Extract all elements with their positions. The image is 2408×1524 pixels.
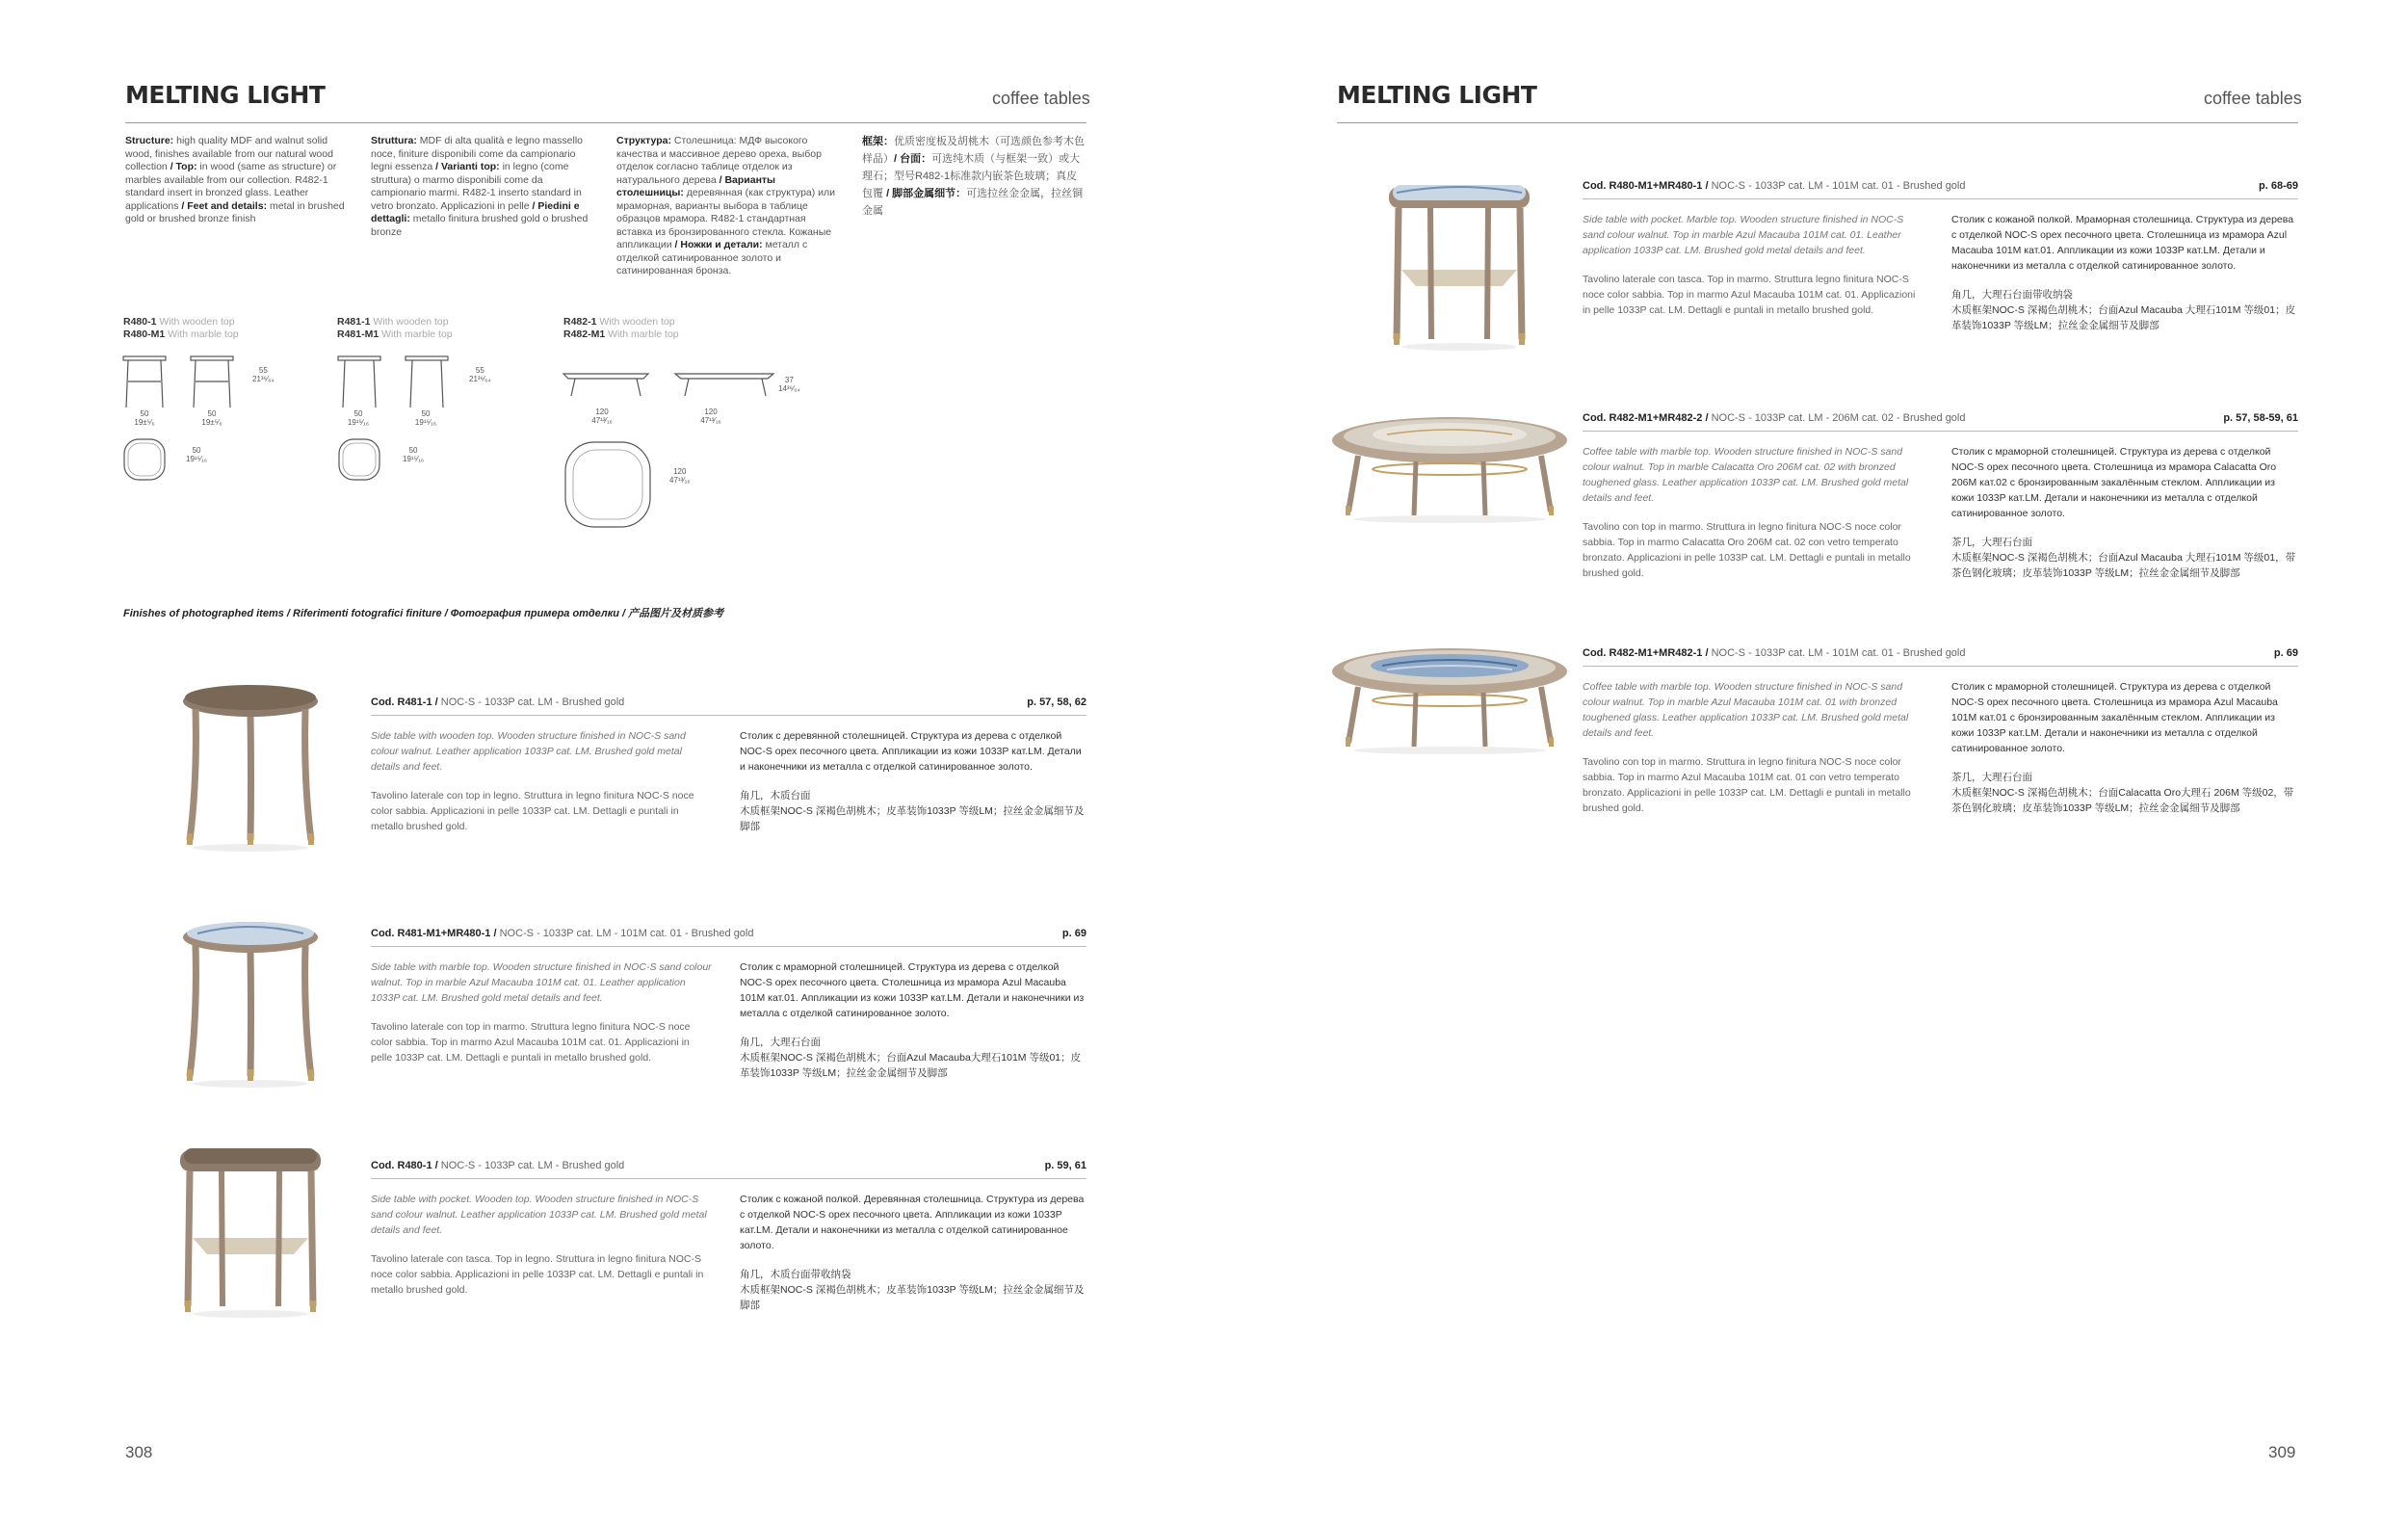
left-header-rule <box>125 122 1086 123</box>
model-label-r481: R481-1 With wooden top R481-M1 With marble top <box>337 316 453 340</box>
r481-width-dim-2: 50 19¹⁵⁄₁₆ <box>414 409 437 427</box>
right-page-category: coffee tables <box>2204 89 2302 108</box>
product-code-r480-m1: Cod. R480-M1+MR480-1 / NOC-S - 1033P cat. LM - 101M cat. 01 - Brushed gold <box>1583 180 1966 192</box>
intro-russian: Структура: Столешница: МДФ высокого качества и массивное дерево ореха, выбор отделок согласно таблице отделок из натурального дерева / Варианты столешницы: деревянная (как структура) или мраморная, варианты выбора в таблице образцов мрамора. R482-1 стандартная вставка из бронзированного стекла. Кожаные аппликации / Ножки и детали: металл с отделкой сатинированное золото и сатинированная бронза. <box>616 135 836 276</box>
product-desc-en-it: Side table with marble top. Wooden structure finished in NOC-S sand colour walnut. Top in marble Azul Macauba 101M cat. 01. Leather application 1033P cat. LM. Brushed gold metal details and feet. Tavolino laterale con top in marmo. Struttura legno finitura NOC-S noce color sabbia. Top in marmo Azul Macauba 101M cat. 01. Applicazioni in pelle 1033P cat. LM. Dettagli e puntali in metallo brushed gold. <box>371 961 712 1064</box>
r482-width-dim-1: 120 47¹³⁄₁₆ <box>591 407 613 425</box>
product-pages-r481-m1: p. 69 <box>1061 928 1086 939</box>
product-code-r482-m1-mr482-2: Cod. R482-M1+MR482-2 / NOC-S - 1033P cat. LM - 206M cat. 02 - Brushed gold <box>1583 412 1966 424</box>
r482-elevation-drawing <box>562 371 783 400</box>
right-header-rule <box>1337 122 2298 123</box>
product-rule <box>1583 431 2298 432</box>
r480-plan-drawing <box>120 435 169 484</box>
product-desc-ru-zh: Столик с мраморной столешницей. Структура из дерева с отделкой NOC-S орех песочного цвета. Столешница из мрамора Calacatta Oro 206M кат.02 с бронзированным закалённым стеклом. Аппликации из кожи 1033P кат.LM. Детали и наконечники из металла с отделкой сатинированное золото. 茶几，大理石台面 木质框架NOC-S 深褐色胡桃木；台面Azul Macauba 大理石101M 等级01，带茶色钢化玻璃；皮革装饰1033P 等级LM；拉丝金金属细节及脚部 <box>1951 446 2296 579</box>
product-rule <box>371 946 1086 947</box>
product-code-r480-1: Cod. R480-1 / NOC-S - 1033P cat. LM - Brushed gold <box>371 1160 625 1171</box>
product-desc-ru-zh: Столик с мраморной столешницей. Структура из дерева с отделкой NOC-S орех песочного цвета. Столешница из мрамора Azul Macauba 101M кат.01. Аппликации из кожи 1033P кат.LM. Детали и наконечники из металла с отделкой сатинированное золото. 角几，大理石台面 木质框架NOC-S 深褐色胡桃木；台面Azul Macauba大理石101M 等级01；皮革装饰1033P 等级LM；拉丝金金属细节及脚部 <box>740 961 1085 1079</box>
r481-elevation-drawing <box>335 355 480 412</box>
product-desc-ru-zh: Столик с деревянной столешницей. Структура из дерева с отделкой NOC-S орех песочного цвета. Аппликации из кожи 1033P кат.LM. Детали и наконечники из металла с отделкой сатинированное золото. 角几，木质台面 木质框架NOC-S 深褐色胡桃木；皮革装饰1033P 等级LM；拉丝金金属细节及脚部 <box>740 730 1085 832</box>
product-pages-r482-m1-mr482-1: p. 69 <box>2273 647 2298 659</box>
product-code-r481-1: Cod. R481-1 / NOC-S - 1033P cat. LM - Brushed gold <box>371 696 625 708</box>
r480-width-dim-1: 50 19±⁵⁄₆ <box>134 409 155 427</box>
r480-depth-dim: 50 19¹⁵⁄₁₆ <box>186 446 208 463</box>
r481-depth-dim: 50 19¹⁵⁄₁₆ <box>403 446 425 463</box>
product-pages-r480-1: p. 59, 61 <box>1044 1160 1086 1171</box>
product-photo-r482-m1-mr482-2 <box>1329 409 1570 525</box>
intro-italian: Struttura: MDF di alta qualità e legno massello noce, finiture disponibili come da campionario legni essenza / Varianti top: in legno (come struttura) o marmo disponibili come da campionario marmi. R482-1 inserto standard in vetro bronzato. Applicazioni in pelle / Piedini e dettagli: metallo finitura brushed gold o brushed bronze <box>371 135 589 238</box>
product-photo-r480-m1 <box>1377 173 1541 352</box>
right-page-number: 309 <box>2268 1443 2296 1461</box>
left-page-title: MELTING LIGHT <box>125 81 326 109</box>
product-desc-en-it: Side table with wooden top. Wooden structure finished in NOC-S sand colour walnut. Leather application 1033P cat. LM. Brushed gold metal details and feet. Tavolino laterale con top in legno. Struttura in legno finitura NOC-S noce color sabbia. Applicazioni in pelle 1033P cat. LM. Dettagli e puntali in metallo brushed gold. <box>371 730 694 832</box>
product-photo-r482-m1-mr482-1 <box>1329 641 1570 756</box>
product-photo-r480-1 <box>169 1137 332 1320</box>
r482-height-dim: 37 14³⁶⁄₆₄ <box>778 376 800 393</box>
product-rule <box>1583 666 2298 667</box>
r481-plan-drawing <box>335 435 383 484</box>
left-page-category: coffee tables <box>992 89 1090 108</box>
product-pages-r480-m1: p. 68-69 <box>2259 180 2298 192</box>
product-code-r482-m1-mr482-1: Cod. R482-M1+MR482-1 / NOC-S - 1033P cat. LM - 101M cat. 01 - Brushed gold <box>1583 647 1966 659</box>
product-desc-ru-zh: Столик с кожаной полкой. Деревянная столешница. Структура из дерева с отделкой NOC-S орех песочного цвета. Аппликации из кожи 1033P кат.LM. Детали и наконечники из металла с отделкой сатинированное золото. 角几，木质台面带收纳袋 木质框架NOC-S 深褐色胡桃木；皮革装饰1033P 等级LM；拉丝金金属细节及脚部 <box>740 1194 1085 1311</box>
right-page-title: MELTING LIGHT <box>1337 81 1537 109</box>
finishes-heading: Finishes of photographed items / Riferimenti fotografici finiture / Фотография примера отделки / 产品图片及材质参考 <box>123 608 724 619</box>
product-rule <box>371 715 1086 716</box>
product-code-r481-m1: Cod. R481-M1+MR480-1 / NOC-S - 1033P cat. LM - 101M cat. 01 - Brushed gold <box>371 928 754 939</box>
intro-chinese: 框架：优质密度板及胡桃木（可选颜色参考木色样品）/ 台面：可选纯木质（与框架一致）或大理石；型号R482-1标准款内嵌茶色玻璃；真皮包覆 / 脚部金属细节：可选拉丝金金属，拉丝铜金属 <box>862 136 1085 217</box>
product-desc-en-it: Coffee table with marble top. Wooden structure finished in NOC-S sand colour walnut. Top in marble Calacatta Oro 206M cat. 02 with bronzed toughened glass. Leather application 1033P cat. LM. Brushed gold metal details and feet. Tavolino con top in marmo. Struttura in legno finitura NOC-S noce color sabbia. Top in marmo Calacatta Oro 206M cat. 02 con vetro temperato bronzato. Applicazioni in pelle 1033P cat. LM. Dettagli e puntali in metallo brushed gold. <box>1583 446 1911 579</box>
r481-height-dim: 55 21³⁶⁄₆₄ <box>469 366 491 383</box>
product-photo-r481-m1 <box>169 910 332 1089</box>
product-pages-r481-1: p. 57, 58, 62 <box>1027 696 1086 708</box>
product-desc-ru-zh: Столик с мраморной столешницей. Структура из дерева с отделкой NOC-S орех песочного цвета. Столешница из мрамора Azul Macauba 101M кат.01 с бронзированным закалённым стеклом. Аппликации из кожи 1033P кат.LM. Детали и наконечники из металла с отделкой сатинированное золото. 茶几，大理石台面 木质框架NOC-S 深褐色胡桃木；台面Calacatta Oro大理石 206M 等级02，带茶色钢化玻璃；皮革装饰1033P 等级LM；拉丝金金属细节及脚部 <box>1951 681 2294 814</box>
r480-width-dim-2: 50 19±⁵⁄₆ <box>201 409 222 427</box>
product-photo-r481-1 <box>169 674 332 853</box>
r482-plan-drawing <box>562 438 654 531</box>
product-desc-en-it: Coffee table with marble top. Wooden structure finished in NOC-S sand colour walnut. Top in marble Azul Macauba 101M cat. 01 with bronzed toughened glass. Leather application 1033P cat. LM. Brushed gold metal details and feet. Tavolino con top in marmo. Struttura in legno finitura NOC-S noce color sabbia. Top in marmo Azul Macauba 101M cat. 01 con vetro temperato bronzato. Applicazioni in pelle 1033P cat. LM. Dettagli e puntali in metallo brushed gold. <box>1583 681 1911 814</box>
model-label-r482: R482-1 With wooden top R482-M1 With marble top <box>563 316 679 340</box>
product-rule <box>1583 198 2298 199</box>
left-page-number: 308 <box>125 1443 153 1461</box>
product-pages-r482-m1-mr482-2: p. 57, 58-59, 61 <box>2223 412 2298 424</box>
product-desc-ru-zh: Столик с кожаной полкой. Мраморная столешница. Структура из дерева с отделкой NOC-S орех песочного цвета. Столешница из мрамора Azul Macauba 101M кат.01. Аппликации из кожи 1033P кат.LM. Детали и наконечники из металла с отделкой сатинированное золото. 角几，大理石台面带收纳袋 木质框架NOC-S 深褐色胡桃木；台面Azul Macauba 大理石101M 等级01；皮革装饰1033P 等级LM；拉丝金金属细节及脚部 <box>1951 214 2296 331</box>
r480-elevation-drawing <box>120 355 265 412</box>
model-label-r480: R480-1 With wooden top R480-M1 With marble top <box>123 316 239 340</box>
r482-depth-dim: 120 47¹³⁄₁₆ <box>669 467 691 485</box>
product-desc-en-it: Side table with pocket. Wooden top. Wooden structure finished in NOC-S sand colour walnut. Leather application 1033P cat. LM. Brushed gold metal details and feet. Tavolino laterale con tasca. Top in legno. Struttura in legno finitura NOC-S noce color sabbia. Applicazioni in pelle 1033P cat. LM. Dettagli e puntali in metallo brushed gold. <box>371 1194 707 1296</box>
product-desc-en-it: Side table with pocket. Marble top. Wooden structure finished in NOC-S sand colour walnut. Top in marble Azul Macauba 101M cat. 01. Leather application 1033P cat. LM. Brushed gold metal details and feet. Tavolino laterale con tasca. Top in marmo. Struttura legno finitura NOC-S noce color sabbia. Top in marmo Azul Macauba 101M cat. 01. Applicazioni in pelle 1033P cat. LM. Dettagli e puntali in metallo brushed gold. <box>1583 214 1916 316</box>
r480-height-dim: 55 21³⁶⁄₆₄ <box>252 366 275 383</box>
product-rule <box>371 1178 1086 1179</box>
r482-width-dim-2: 120 47¹³⁄₁₆ <box>700 407 721 425</box>
r481-width-dim-1: 50 19¹⁵⁄₁₆ <box>347 409 370 427</box>
intro-english: Structure: high quality MDF and walnut solid wood, finishes available from our natural wood collection / Top: in wood (same as structure) or marbles available from our collection. R482-1 standard insert in bronzed glass. Leather applications / Feet and details: metal in brushed gold or brushed bronze finish <box>125 135 345 224</box>
